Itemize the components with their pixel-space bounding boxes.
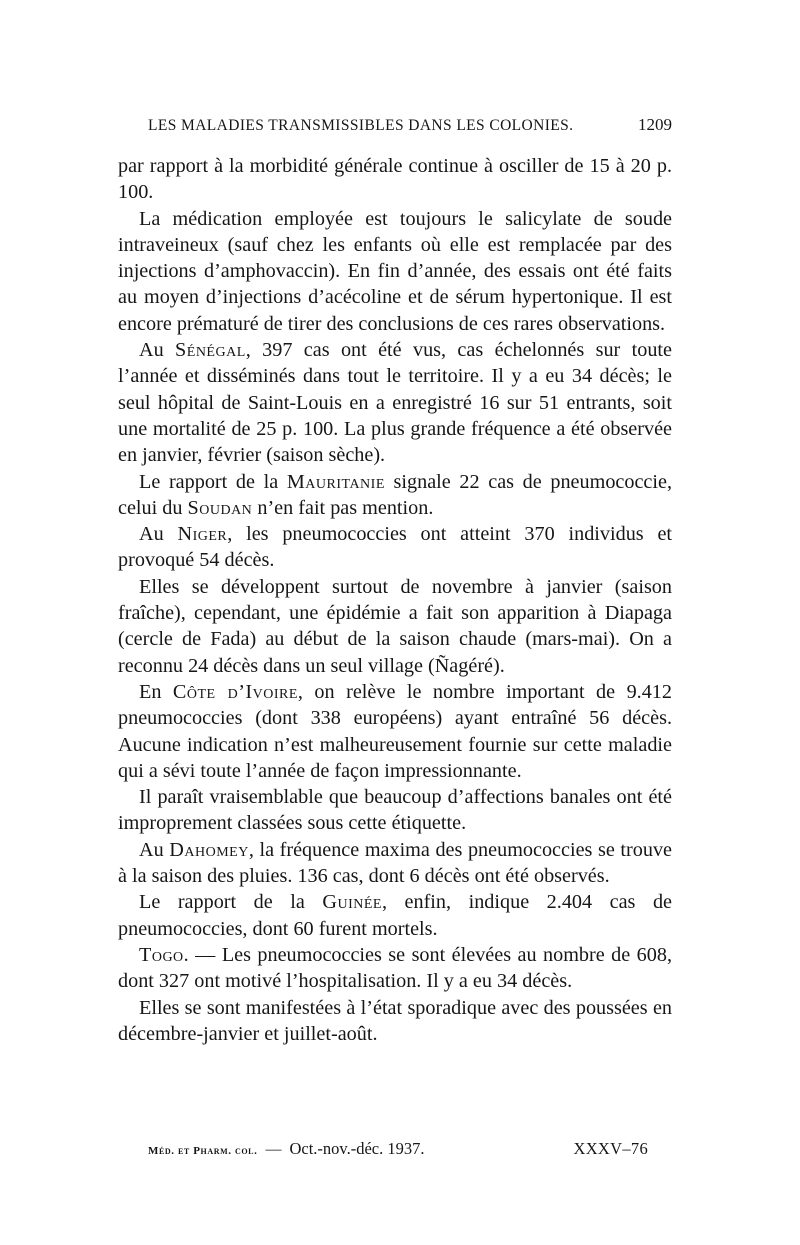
- paragraph-text: Au: [139, 339, 164, 362]
- paragraph-text: , enfin, indique 2.404 cas de pneumococcies, dont 60 furent mortels.: [118, 891, 673, 940]
- paragraph-text: Au: [139, 523, 164, 546]
- place-name: Côte d’Ivoire: [172, 680, 298, 703]
- paragraph: [118, 337, 672, 468]
- paragraph-text: , les pneumococcies ont atteint 370 individus et provoqué 54 décès.: [118, 523, 673, 572]
- paragraph-text: Au: [139, 838, 164, 861]
- paragraph: Elles se développent surtout de novembre à janvier (saison fraîche), cependant, une épidémie a fait son apparition à Diapaga (cercle de Fada) au début de la saison chaude (mars-mai). On a reconnu 24 décès dans un seul village (Ñagéré).: [118, 575, 672, 677]
- page-number: 1209: [638, 115, 672, 134]
- running-title: LES MALADIES TRANSMISSIBLES DANS LES COLONIES.: [148, 117, 574, 134]
- place-name: Sénégal: [175, 339, 246, 362]
- paragraph: [118, 521, 672, 574]
- place-name: Togo: [139, 943, 184, 966]
- paragraph-text: signale 22 cas de pneumococcie, celui du: [118, 470, 672, 519]
- paragraph: [118, 942, 672, 995]
- paragraph: La médication employée est toujours le salicylate de soude intraveineux (sauf chez les enfants où elle est remplacée par des injections d’amphovaccin). En fin d’année, des essais ont été faits au moyen d’injections d’acécoline et de sérum hypertonique. Il est encore prématuré de tirer des conclusions de ces rares observations.: [118, 207, 672, 335]
- paragraph-text: n’en fait pas mention.: [252, 496, 434, 519]
- paragraph-text: En: [139, 680, 162, 703]
- paragraph-text: Le rapport de la: [139, 891, 305, 914]
- place-name: Mauritanie: [286, 470, 385, 493]
- issue-date: Oct.-nov.-déc. 1937.: [289, 1139, 425, 1158]
- paragraph-text: Le rapport de la: [139, 470, 279, 493]
- paragraph-text: , 397 cas ont été vus, cas échelonnés sur toute l’année et disséminés dans tout le territoire. Il y a eu 34 décès; le seul hôpital de Saint-Louis en a enregistré 16 sur 51 entrants, soit une mortalité de 25 p. 100. La plus grande fréquence a été observée en janvier, février (saison sèche).: [118, 339, 673, 467]
- page-footer: [148, 1139, 648, 1159]
- place-name: Guinée: [322, 891, 382, 914]
- paragraph: [118, 889, 672, 942]
- paragraph: par rapport à la morbidité générale continue à osciller de 15 à 20 p. 100.: [118, 155, 672, 204]
- signature-code: XXXV–76: [573, 1139, 648, 1158]
- place-name: Dahomey: [169, 838, 249, 861]
- paragraph: [118, 679, 672, 784]
- paragraph-text: . — Les pneumococcies se sont élevées au nombre de 608, dont 327 ont motivé l’hospitalisation. Il y a eu 34 décès.: [118, 943, 672, 993]
- place-name: Soudan: [187, 496, 253, 519]
- running-header: [148, 115, 672, 135]
- paragraph: [118, 469, 672, 522]
- place-name: Niger: [177, 523, 228, 546]
- paragraph: Il paraît vraisemblable que beaucoup d’affections banales ont été improprement classées sous cette étiquette.: [118, 786, 672, 835]
- paragraph-text: , on relève le nombre important de 9.412 pneumococcies (dont 338 européens) ayant entraîné 56 décès. Aucune indication n’est malheureusement fournie sur cette maladie qui a sévi toute l’année de façon impressionnante.: [118, 680, 672, 782]
- paragraph: [118, 837, 672, 890]
- body-text: [118, 153, 672, 1047]
- footer-dash: —: [265, 1141, 282, 1158]
- paragraph-text: , la fréquence maxima des pneumococcies se trouve à la saison des pluies. 136 cas, dont 6 décès ont été observés.: [118, 838, 672, 888]
- paragraph: Elles se sont manifestées à l’état sporadique avec des poussées en décembre-janvier et juillet-août.: [118, 996, 672, 1045]
- journal-name: Méd. et Pharm. col.: [148, 1145, 258, 1157]
